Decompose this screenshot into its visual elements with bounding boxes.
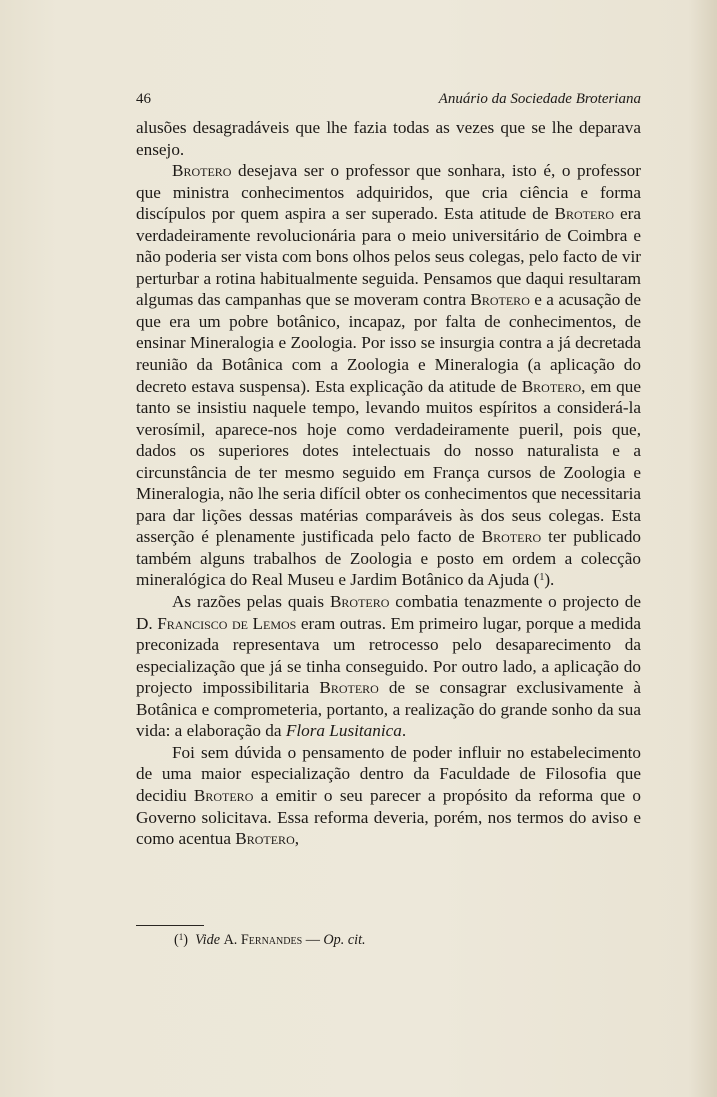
footnote-divider [136,925,204,926]
running-title: Anuário da Sociedade Broteriana [438,91,641,107]
footnote [174,931,634,950]
paragraph-text: a emitir o seu parecer a propósito da reforma que o Governo solicitava. Essa reforma deveria, porém, nos termos do aviso e como acentua [136,785,641,849]
paragraph-2 [136,160,641,591]
author-name: Brotero [470,290,530,310]
paragraph-text: e a acusação de que era um pobre botânico, incapaz, por falta de conhecimentos, de ensinar Mineralogia e Zoologia. Por isso se insurgia contra a já decretada reunião da Botânica com a Zoologia e Mineralogia (a aplicação do decreto estava suspensa). Esta explicação da atitude de [136,290,641,396]
paragraph-text: era verdadeiramente revolucionária para o meio universitário de Coimbra e não poderia ser vista com bons olhos pelos seus colegas, pelo facto de vir perturbar a rotina habitualmente seguida. Pensamos que daqui resultaram algumas das campanhas que se moveram contra [136,204,642,310]
footnote-reference: 1 [539,572,545,584]
paragraph-text: As razões pelas quais [172,592,330,612]
footnote-paren: ) [183,932,188,948]
person-name: Francisco de Lemos [157,613,297,633]
work-title: Flora Lusitanica [285,721,402,741]
body-text [136,117,641,850]
author-name: Brotero [235,829,295,849]
paragraph-text: desejava ser o professor que sonhara, isto é, o professor que ministra conhecimentos adquiridos, que cria ciência e forma discípulos por quem aspira a ser superado. Esta atitude de [136,161,641,224]
paragraph-4 [136,742,641,850]
paragraph-text: . [401,721,407,741]
footnote-author: A. Fernandes [223,932,303,948]
author-name: Brotero [481,527,542,547]
paragraph-text: Foi sem dúvida o pensamento de poder influir no estabelecimento de uma maior especialização dentro da Faculdade de Filosofia que decidiu [136,742,641,805]
paragraph-text: alusões desagradáveis que lhe fazia todas as vezes que se lhe deparava ensejo. [136,118,641,159]
paragraph-3 [136,591,641,742]
paragraph-1 [136,117,641,160]
paragraph-text: , [294,829,300,849]
author-name: Brotero [329,592,390,612]
paragraph-text: ). [544,570,555,590]
paragraph-text: combatia tenazmente o projecto de D. [136,592,641,633]
author-name: Brotero [172,161,232,181]
paragraph-text: , em que tanto se insistiu naquele tempo, levando muitos espíritos a considerá-la verosímil, aparece-nos hoje como verdadeiramente pueril, pois que, dados os superiores dotes intelectuais do nosso naturalista e a circunstância de ter mesmo seguido em França cursos de Zoologia e Mineralogia, não lhe seria difícil obter os conhecimentos que necessitaria para dar lições dessas matérias comparáveis às dos seus colegas. Esta asserção é plenamente justificada pelo facto de [136,376,641,547]
paragraph-text: de se consagrar exclusivamente à Botânica e comprometeria, portanto, a realização do grande sonho da sua vida: a elaboração da [136,678,642,741]
paragraph-text: eram outras. Em primeiro lugar, porque a medida preconizada representava um retrocesso pelo desaparecimento da especialização que já se tinha conseguido. Por outro lado, a aplicação do projecto impossibilitaria [136,613,642,698]
author-name: Brotero [193,785,254,805]
paragraph-text: ter publicado também alguns trabalhos de Zoologia e posto em ordem a colecção mineralógica do Real Museu e Jardim Botânico da Ajuda ( [136,527,642,590]
page-number: 46 [136,91,151,107]
author-name: Brotero [521,376,582,396]
footnote-dash: — [302,932,324,948]
footnote-number [174,932,188,948]
footnote-vide: Vide [195,932,221,948]
footnote-op-cit: Op. cit. [323,932,366,948]
footnote-paren: ( [174,932,179,948]
running-head [136,91,641,113]
author-name: Brotero [319,678,379,698]
author-name: Brotero [554,204,615,224]
footnote-digit: 1 [178,932,184,942]
